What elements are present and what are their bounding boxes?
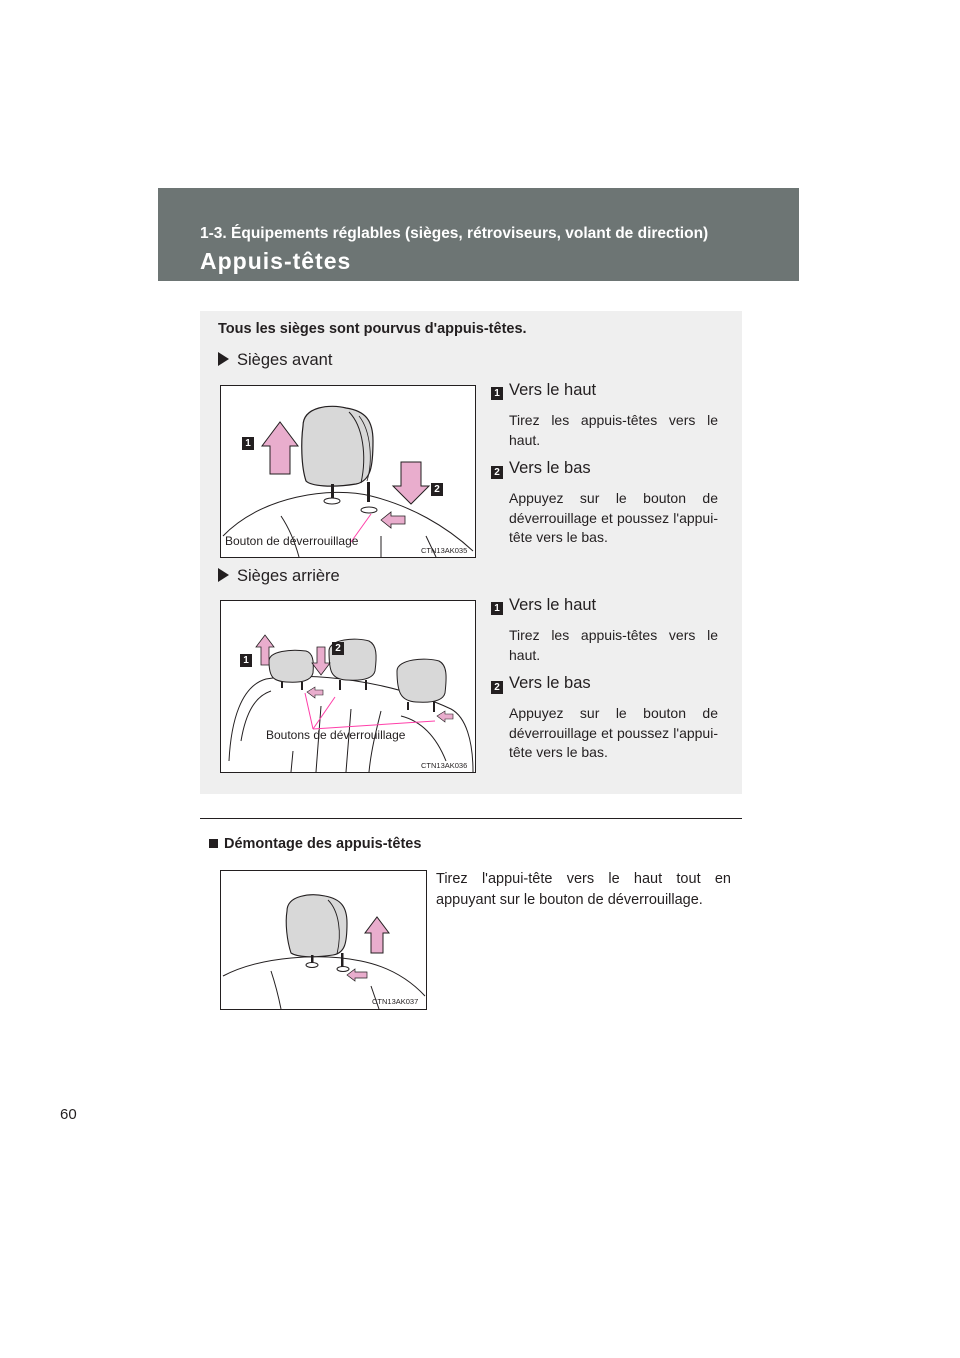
figure-callout-1: 1 (240, 654, 252, 667)
square-bullet-icon (209, 839, 218, 848)
front-figure-code: CTN13AK035 (421, 546, 468, 555)
removal-figure-code: CTN13AK037 (372, 997, 419, 1006)
removal-body: Tirez l'appui-tête vers le haut tout en appuyant sur le bouton de déverrouillage. (436, 871, 731, 908)
rear-seats-heading-text: Sièges arrière (237, 567, 340, 585)
front-seats-heading (218, 351, 332, 370)
step-number-badge: 1 (491, 387, 503, 400)
front-step1-body: Tirez les appuis-têtes vers le haut. (509, 412, 718, 448)
rear-step1-body: Tirez les appuis-têtes vers le haut. (509, 627, 718, 663)
intro-text: Tous les sièges sont pourvus d'appuis-têtes. (218, 321, 527, 337)
section-divider (200, 818, 742, 819)
front-figure-label: Bouton de déverrouillage (225, 534, 359, 548)
section-label: 1-3. Équipements réglables (sièges, rétroviseurs, volant de direction) (200, 225, 709, 242)
step-number-badge: 2 (491, 681, 503, 694)
rear-figure-code: CTN13AK036 (421, 761, 468, 770)
rear-step1-title: Vers le haut (509, 596, 597, 614)
removal-heading-text: Démontage des appuis-têtes (224, 836, 422, 852)
rear-step2-body: Appuyez sur le bouton de déverrouillage et poussez l'appui-tête vers le bas. (509, 705, 718, 760)
front-step2-body: Appuyez sur le bouton de déverrouillage et poussez l'appui-tête vers le bas. (509, 490, 718, 545)
triangle-bullet-icon (218, 352, 229, 366)
rear-figure-label: Boutons de déverrouillage (266, 728, 406, 742)
front-step1-title: Vers le haut (509, 381, 597, 399)
figure-callout-1: 1 (242, 437, 254, 450)
figure-callout-2: 2 (332, 642, 344, 655)
rear-seats-heading (218, 567, 340, 586)
front-headrest-figure (220, 385, 476, 558)
removal-headrest-figure (220, 870, 427, 1010)
rear-headrest-figure (220, 600, 476, 773)
front-step2-title: Vers le bas (509, 459, 591, 477)
front-seats-heading-text: Sièges avant (237, 351, 333, 369)
step-number-badge: 2 (491, 466, 503, 479)
removal-heading (209, 836, 421, 852)
triangle-bullet-icon (218, 568, 229, 582)
page-number: 60 (60, 1106, 77, 1123)
rear-step2-title: Vers le bas (509, 674, 591, 692)
figure-callout-2: 2 (431, 483, 443, 496)
step-number-badge: 1 (491, 602, 503, 615)
page-title: Appuis-têtes (200, 248, 352, 274)
